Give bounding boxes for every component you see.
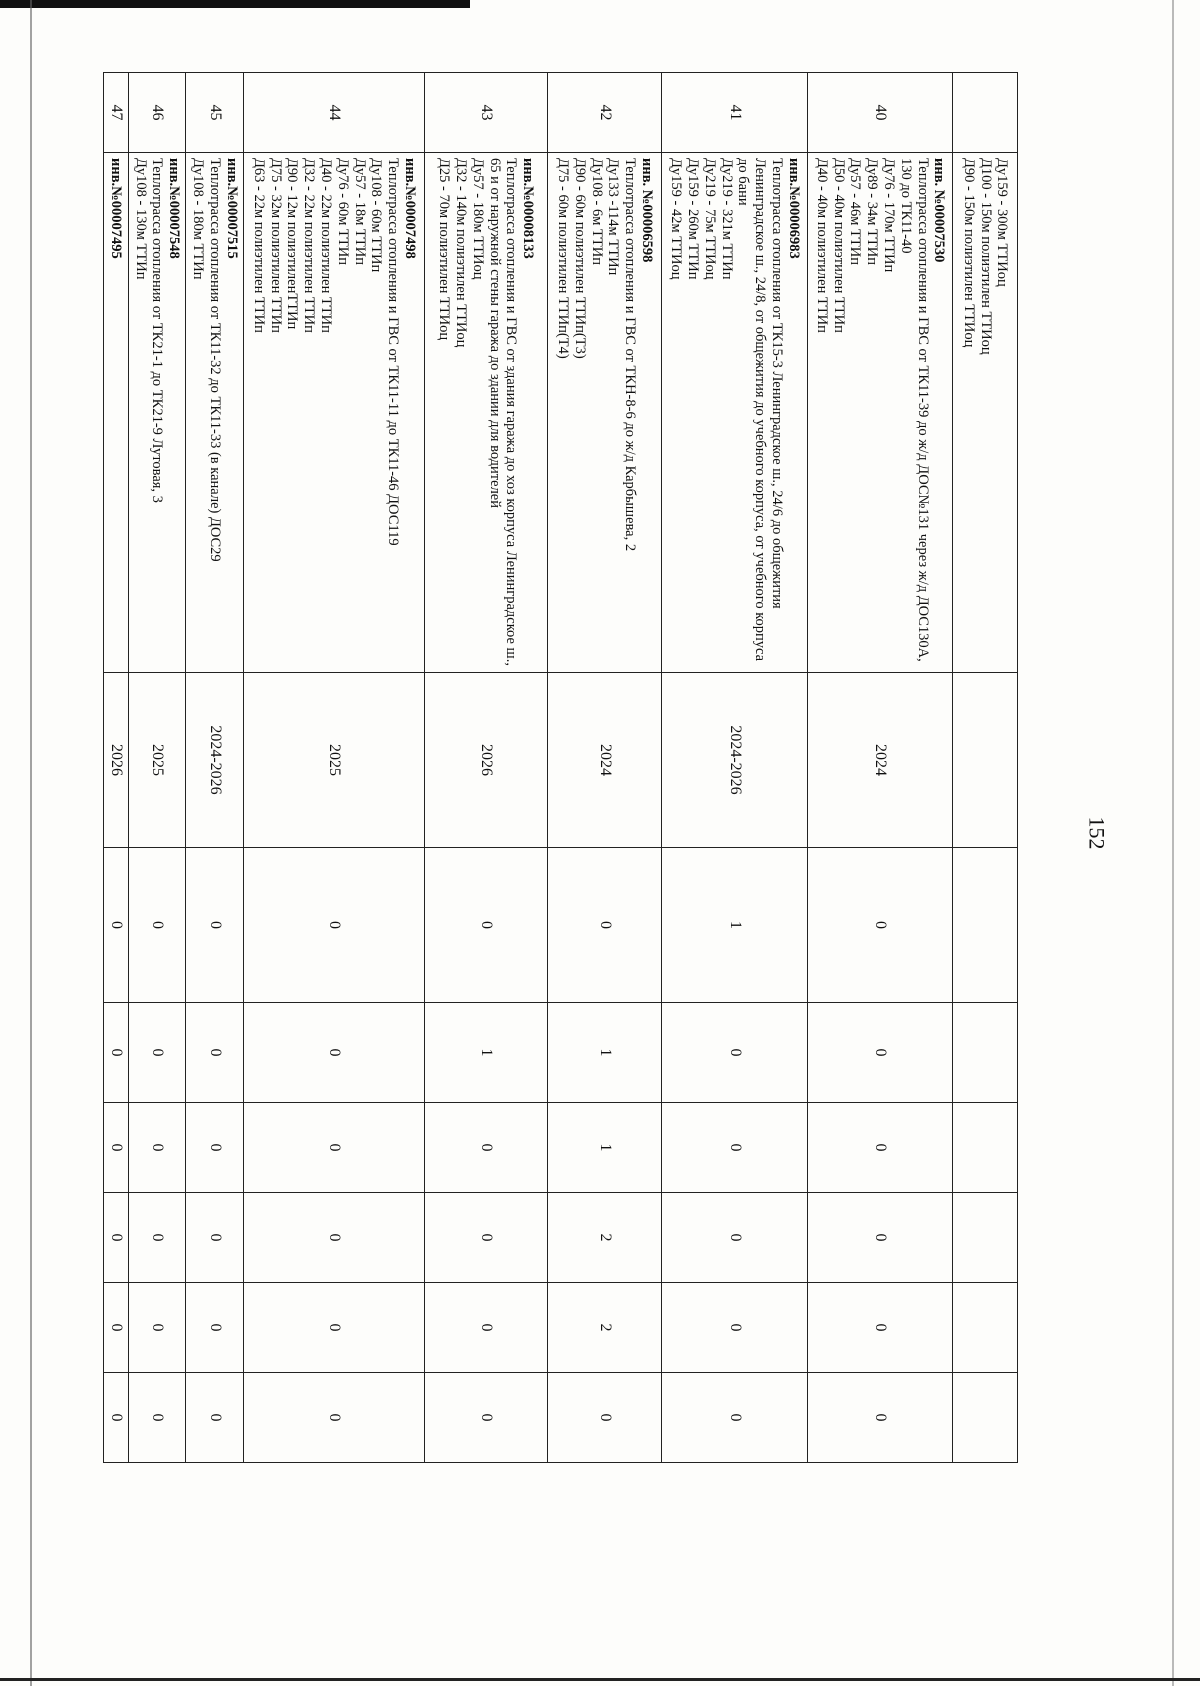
- value-cell: 0: [186, 1283, 244, 1373]
- object-title: Теплотрасса отопления от ТК21-1 до ТК21-9 Лутовая, 3: [149, 158, 166, 503]
- row-number-cell: 45: [186, 73, 244, 153]
- scan-bottom-edge: [0, 1678, 1200, 1681]
- object-description-cell: [128, 153, 186, 673]
- value-cell: 0: [662, 1283, 807, 1373]
- value-cell: 0: [662, 1373, 807, 1463]
- pipe-spec: Ду219 - 321м ТТИп: [718, 158, 735, 280]
- page-number: 152: [1084, 816, 1110, 850]
- value-cell: 0: [424, 1373, 547, 1463]
- table-row: [953, 73, 1018, 1588]
- value-cell: 1: [547, 1103, 662, 1193]
- value-cell: 0: [424, 848, 547, 1003]
- value-cell: 1: [662, 848, 807, 1003]
- value-cell: 0: [186, 1003, 244, 1103]
- value-cell: 0: [128, 1193, 186, 1283]
- inventory-number: инв.№00006983: [785, 158, 802, 259]
- value-cell: 0: [128, 848, 186, 1003]
- year-cell: 2024-2026: [662, 673, 807, 848]
- scan-right-edge: [1172, 0, 1174, 1686]
- row-number-cell: 43: [424, 73, 547, 153]
- table-row: [424, 73, 547, 1588]
- value-cell: 0: [662, 1003, 807, 1103]
- object-title: Теплотрасса отопления от ТК11-32 до ТК11-33 (в канале) ДОС29: [207, 158, 224, 562]
- value-cell: [953, 1103, 1018, 1193]
- value-cell: 0: [186, 1193, 244, 1283]
- pipe-spec: Д63 - 22м полиэтилен ТТИп: [250, 158, 267, 333]
- year-cell: 2026: [104, 673, 129, 848]
- value-cell: 0: [547, 848, 662, 1003]
- value-cell: 0: [424, 1103, 547, 1193]
- value-cell: 0: [128, 1373, 186, 1463]
- value-cell: 0: [424, 1283, 547, 1373]
- value-cell: 0: [104, 1193, 129, 1283]
- value-cell: 0: [807, 848, 952, 1003]
- table-row: [662, 73, 807, 1588]
- pipe-spec: Д75 - 32м полиэтилен ТТИп: [267, 158, 284, 333]
- value-cell: [953, 1003, 1018, 1103]
- scan-left-edge: [30, 0, 32, 1686]
- inventory-number: инв.№00007515: [224, 158, 241, 259]
- object-description-cell: [244, 153, 425, 673]
- value-cell: 0: [662, 1193, 807, 1283]
- object-description-cell: [953, 153, 1018, 673]
- table-row: [244, 73, 425, 1588]
- rotated-table-container: [103, 72, 1018, 1587]
- inventory-number: инв.№00007498: [402, 158, 419, 259]
- pipe-spec: Д90 - 150м полиэтилен ТТИоц: [960, 158, 977, 348]
- value-cell: 0: [807, 1193, 952, 1283]
- table-body: [104, 73, 1018, 1588]
- value-cell: 0: [104, 1003, 129, 1103]
- pipe-spec: Д32 - 22м полиэтилен ТТИп: [301, 158, 318, 333]
- pipe-spec: Ду159 - 260м ТТИп: [685, 158, 702, 280]
- value-cell: 0: [104, 1373, 129, 1463]
- value-cell: 0: [244, 1103, 425, 1193]
- row-number-cell: 46: [128, 73, 186, 153]
- value-cell: 0: [244, 1193, 425, 1283]
- value-cell: 0: [807, 1003, 952, 1103]
- object-description-cell: [547, 153, 662, 673]
- value-cell: [953, 1283, 1018, 1373]
- inventory-number: инв.№00007495: [108, 158, 125, 259]
- value-cell: 0: [244, 1373, 425, 1463]
- table-row: [547, 73, 662, 1588]
- objects-table: [103, 72, 1018, 1588]
- table-row: [807, 73, 952, 1588]
- value-cell: 2: [547, 1193, 662, 1283]
- object-title: Теплотрасса отопления и ГВС от здания гаража до хоз корпуса Ленинградское ш., 65 и от наружной стены гаража до здании для водителей: [486, 158, 520, 666]
- pipe-spec: Ду108 - 6м ТТИп: [588, 158, 605, 265]
- value-cell: 0: [128, 1103, 186, 1193]
- pipe-spec: Ду159 - 300м ТТИоц: [994, 158, 1011, 287]
- value-cell: 0: [186, 1103, 244, 1193]
- value-cell: 1: [424, 1003, 547, 1103]
- year-cell: [953, 673, 1018, 848]
- pipe-spec: Д90 - 60м полиэтилен ТТИп(Т3): [571, 158, 588, 359]
- pipe-spec: Ду133 -114м ТТИп: [605, 158, 622, 276]
- object-title: Теплотрасса отопления и ГВС от ТКН-8-6 до ж/д Карбышева, 2: [622, 158, 639, 552]
- year-cell: 2026: [424, 673, 547, 848]
- value-cell: 1: [547, 1003, 662, 1103]
- row-number-cell: 47: [104, 73, 129, 153]
- object-description-cell: [186, 153, 244, 673]
- inventory-number: инв.№00007548: [166, 158, 183, 259]
- pipe-spec: Ду89 - 34м ТТИп: [864, 158, 881, 265]
- object-description-cell: [662, 153, 807, 673]
- year-cell: 2025: [128, 673, 186, 848]
- pipe-spec: Д40 - 40м полиэтилен ТТИп: [813, 158, 830, 333]
- value-cell: 0: [547, 1373, 662, 1463]
- pipe-spec: Д32 - 140м полиэтилен ТТИоц: [452, 158, 469, 348]
- pipe-spec: Ду76 - 170м ТТИп: [880, 158, 897, 273]
- inventory-number: инв.№00008133: [520, 158, 537, 259]
- value-cell: [953, 1373, 1018, 1463]
- row-number-cell: 40: [807, 73, 952, 153]
- pipe-spec: Ду57 - 180м ТТИоц: [469, 158, 486, 280]
- object-title: Теплотрасса отопления и ГВС от ТК11-11 до ТК11-46 ДОС119: [385, 158, 402, 546]
- object-description-cell: [104, 153, 129, 673]
- row-number-cell: 42: [547, 73, 662, 153]
- pipe-spec: Д50 - 40м полиэтилен ТТИп: [830, 158, 847, 333]
- row-number-cell: 44: [244, 73, 425, 153]
- pipe-spec: Ду76 - 60м ТТИп: [334, 158, 351, 265]
- value-cell: 2: [547, 1283, 662, 1373]
- row-number-cell: [953, 73, 1018, 153]
- pipe-spec: Д40 - 22м полиэтилен ТТИп: [317, 158, 334, 333]
- value-cell: 0: [244, 1283, 425, 1373]
- object-title: Теплотрасса отопления от ТК15-3 Ленинградское ш., 24/6 до общежития Ленинградское ш., 24/8, от общежития до учебного корпуса, от учебного корпуса до бани: [735, 158, 786, 662]
- value-cell: 0: [104, 848, 129, 1003]
- pipe-spec: Ду219 - 75м ТТИоц: [701, 158, 718, 280]
- object-description-cell: [424, 153, 547, 673]
- table-row: [128, 73, 186, 1588]
- pipe-spec: Ду108 - 180м ТТИп: [190, 158, 207, 280]
- pipe-spec: Д75 - 60м полиэтилен ТТИп(Т4): [554, 158, 571, 359]
- object-description-cell: [807, 153, 952, 673]
- pipe-spec: Д100 - 150м полиэтилен ТТИоц: [977, 158, 994, 355]
- value-cell: 0: [807, 1103, 952, 1193]
- value-cell: 0: [424, 1193, 547, 1283]
- pipe-spec: Ду57 - 18м ТТИп: [351, 158, 368, 265]
- year-cell: 2025: [244, 673, 425, 848]
- value-cell: 0: [807, 1283, 952, 1373]
- value-cell: 0: [244, 1003, 425, 1103]
- table-row: [104, 73, 129, 1588]
- value-cell: [953, 1193, 1018, 1283]
- value-cell: 0: [186, 848, 244, 1003]
- pipe-spec: Ду108 - 60м ТТИп: [368, 158, 385, 273]
- value-cell: 0: [807, 1373, 952, 1463]
- object-title: Теплотрасса отопления и ГВС от ТК11-39 до ж/д ДОС№131 через ж/д ДОС130А, 130 до ТК11-40: [897, 158, 931, 662]
- value-cell: 0: [186, 1373, 244, 1463]
- value-cell: 0: [128, 1283, 186, 1373]
- value-cell: 0: [128, 1003, 186, 1103]
- value-cell: 0: [104, 1283, 129, 1373]
- value-cell: [953, 848, 1018, 1003]
- inventory-number: инв. №00007530: [931, 158, 948, 263]
- inventory-number: инв. №00006598: [639, 158, 656, 263]
- table-row: [186, 73, 244, 1588]
- year-cell: 2024: [807, 673, 952, 848]
- year-cell: 2024-2026: [186, 673, 244, 848]
- row-number-cell: 41: [662, 73, 807, 153]
- value-cell: 0: [104, 1103, 129, 1193]
- pipe-spec: Ду108 - 130м ТТИп: [132, 158, 149, 280]
- pipe-spec: Ду57 - 46м ТТИп: [847, 158, 864, 265]
- value-cell: 0: [662, 1103, 807, 1193]
- scan-top-edge: [0, 0, 470, 8]
- value-cell: 0: [244, 848, 425, 1003]
- pipe-spec: Д25 - 70м полиэтилен ТТИоц: [436, 158, 453, 341]
- year-cell: 2024: [547, 673, 662, 848]
- pipe-spec: Д90 - 12м полиэтиленТТИп: [284, 158, 301, 330]
- pipe-spec: Ду159 - 42м ТТИоц: [668, 158, 685, 280]
